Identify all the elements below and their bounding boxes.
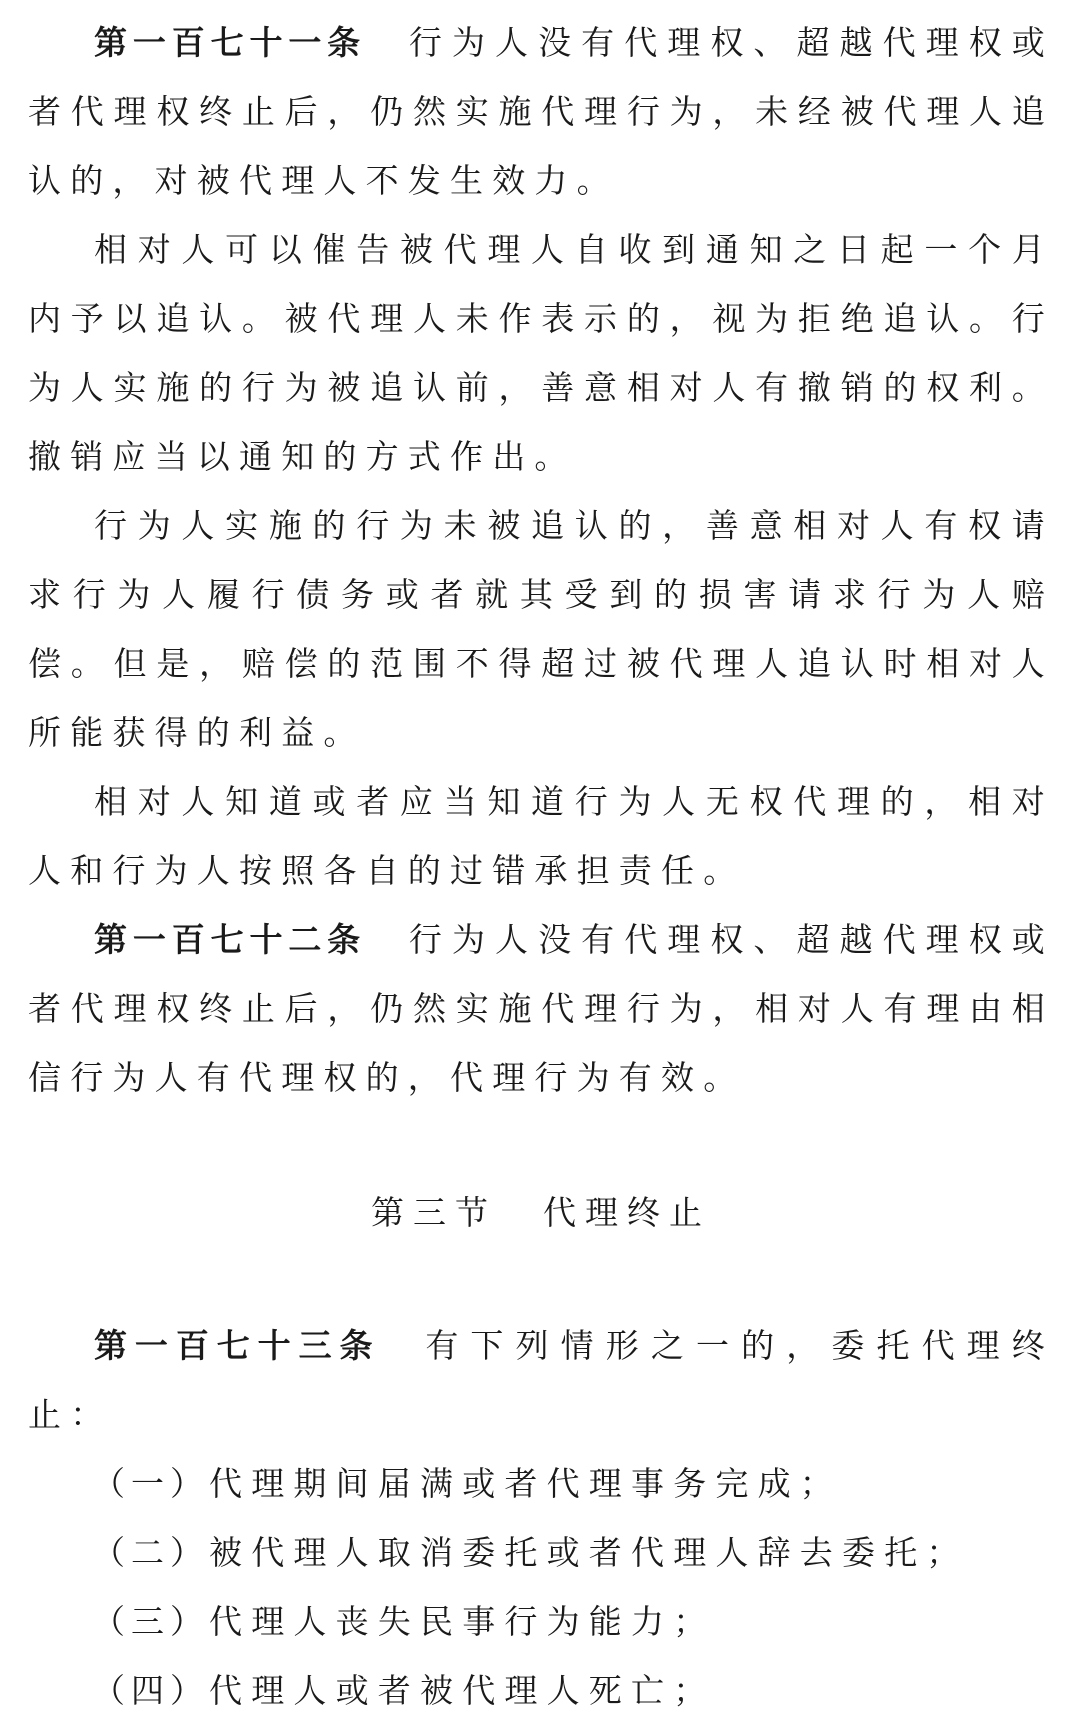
article-172-text-1: 行为人没有代理权、超越代理权或者代理权终止后，仍然实施代理行为，相对人有理由相信行为人有代理权的，代理行为有效。 <box>28 920 1055 1097</box>
article-171-paragraph-1 <box>28 8 1054 215</box>
list-item-number: （一） <box>92 1464 209 1503</box>
article-171-number: 第一百七十一条 <box>94 23 367 62</box>
article-171-text-1: 行为人没有代理权、超越代理权或者代理权终止后，仍然实施代理行为，未经被代理人追认的，对被代理人不发生效力。 <box>28 23 1055 200</box>
section-heading <box>28 1178 1054 1247</box>
article-173-intro: 有下列情形之一的，委托代理终止： <box>28 1326 1054 1434</box>
article-172-number: 第一百七十二条 <box>94 920 367 959</box>
section-title: 代理终止 <box>543 1193 711 1232</box>
article-171-text-3: 行为人实施的行为未被追认的，善意相对人有权请求行为人履行债务或者就其受到的损害请求行为人赔偿。但是，赔偿的范围不得超过被代理人追认时相对人所能获得的利益。 <box>28 506 1054 752</box>
article-173-number: 第一百七十三条 <box>94 1326 381 1365</box>
section-number: 第三节 <box>371 1193 497 1232</box>
list-item <box>28 1656 1054 1725</box>
article-173-paragraph-1 <box>28 1311 1054 1449</box>
list-item-text: 代理人或者被代理人死亡； <box>209 1671 716 1710</box>
article-172-paragraph-1 <box>28 905 1054 1112</box>
article-171-paragraph-2 <box>28 215 1054 491</box>
list-item-text: 代理期间届满或者代理事务完成； <box>209 1464 842 1503</box>
document-page <box>28 0 1054 1725</box>
article-171-paragraph-4 <box>28 767 1054 905</box>
list-item-number: （二） <box>92 1533 209 1572</box>
list-item-text: 被代理人取消委托或者代理人辞去委托； <box>209 1533 969 1572</box>
list-item <box>28 1518 1054 1587</box>
list-item-number: （四） <box>92 1671 209 1710</box>
list-item <box>28 1587 1054 1656</box>
article-171-text-4: 相对人知道或者应当知道行为人无权代理的，相对人和行为人按照各自的过错承担责任。 <box>28 782 1054 890</box>
article-171-paragraph-3 <box>28 491 1054 767</box>
article-171-text-2: 相对人可以催告被代理人自收到通知之日起一个月内予以追认。被代理人未作表示的，视为拒绝追认。行为人实施的行为被追认前，善意相对人有撤销的权利。撤销应当以通知的方式作出。 <box>28 230 1054 476</box>
list-item <box>28 1449 1054 1518</box>
list-item-text: 代理人丧失民事行为能力； <box>209 1602 716 1641</box>
list-item-number: （三） <box>92 1602 209 1641</box>
